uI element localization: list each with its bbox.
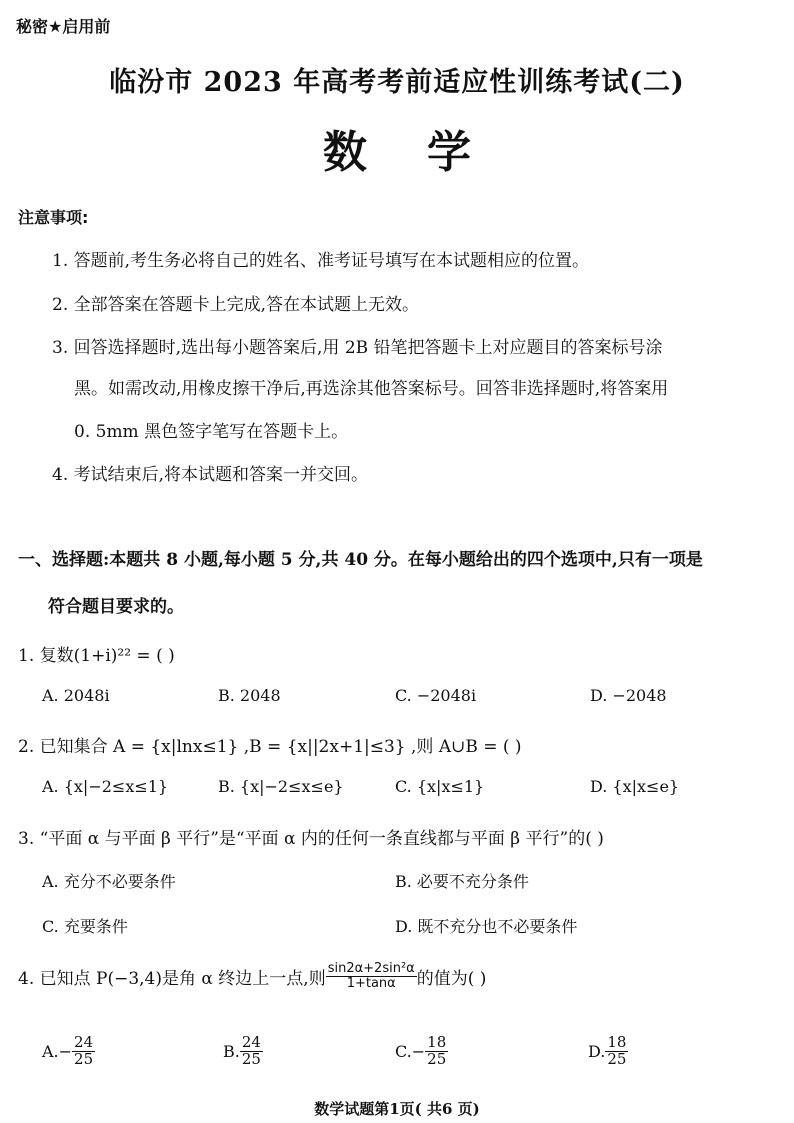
exam-title: 临汾市 2023 年高考考前适应性训练考试(二) <box>109 67 685 98</box>
q4-option-a-sign: − <box>58 1041 73 1061</box>
fraction-numerator: 24 <box>74 1033 94 1051</box>
q4-fraction <box>326 962 417 990</box>
notice-item: 0. 5mm 黑色签字笔写在答题卡上。 <box>74 422 349 442</box>
q4-option-d <box>588 1035 628 1068</box>
confidential-label: 秘密★启用前 <box>16 17 111 36</box>
notice-item: 2. 全部答案在答题卡上完成,答在本试题上无效。 <box>52 295 420 315</box>
section-heading-cont: 符合题目要求的。 <box>48 597 184 617</box>
q2-option-d: D. {x|x≤e} <box>590 777 680 796</box>
q3-option-a: A. 充分不必要条件 <box>42 872 176 891</box>
question-2-stem: 2. 已知集合 A = {x|lnx≤1} ,B = {x||2x+1|≤3} ,则 A∪B = ( ) <box>18 737 522 757</box>
q1-option-c: C. −2048i <box>395 686 477 705</box>
q4-option-a-label: A. <box>42 1041 59 1061</box>
q4-fraction-denominator: 1+tanα <box>346 975 396 991</box>
q1-option-a: A. 2048i <box>42 686 110 705</box>
fraction-denominator: 25 <box>241 1049 261 1068</box>
fraction-numerator: 24 <box>241 1033 261 1051</box>
q1-option-b: B. 2048 <box>218 686 281 705</box>
fraction-numerator: 18 <box>607 1033 627 1051</box>
q4-stem-pre: 4. 已知点 P(−3,4)是角 α 终边上一点,则 <box>18 968 326 989</box>
q3-option-b: B. 必要不充分条件 <box>395 872 529 891</box>
section-heading: 一、选择题:本题共 8 小题,每小题 5 分,共 40 分。在每小题给出的四个选项中,只有一项是 <box>18 550 703 570</box>
q4-fraction-numerator: sin2α+2sin²α <box>327 961 415 976</box>
question-4-stem <box>18 962 486 990</box>
q2-option-b: B. {x|−2≤x≤e} <box>218 777 344 796</box>
question-1-stem: 1. 复数(1+i)²² = ( ) <box>18 646 175 666</box>
q4-option-c <box>395 1035 448 1068</box>
q2-option-c: C. {x|x≤1} <box>395 777 485 796</box>
notice-item: 3. 回答选择题时,选出每小题答案后,用 2B 铅笔把答题卡上对应题目的答案标号涂 <box>52 338 663 358</box>
q3-option-d: D. 既不充分也不必要条件 <box>395 917 578 936</box>
fraction-numerator: 18 <box>427 1033 447 1051</box>
q4-option-c-fraction <box>425 1035 448 1068</box>
fraction-denominator: 25 <box>607 1049 627 1068</box>
fraction-denominator: 25 <box>427 1049 447 1068</box>
page-footer: 数学试题第1页( 共6 页) <box>314 1100 480 1118</box>
notice-heading: 注意事项: <box>18 208 89 227</box>
q3-option-c: C. 充要条件 <box>42 917 128 936</box>
q4-option-d-label: D. <box>588 1041 606 1061</box>
q2-option-a: A. {x|−2≤x≤1} <box>42 777 169 796</box>
q4-option-a-fraction <box>72 1035 95 1068</box>
q4-option-d-fraction <box>605 1035 628 1068</box>
question-3-stem: 3. “平面 α 与平面 β 平行”是“平面 α 内的任何一条直线都与平面 β 平行”的( ) <box>18 829 604 849</box>
q4-option-b-label: B. <box>223 1041 240 1061</box>
notice-item: 黑。如需改动,用橡皮擦干净后,再选涂其他答案标号。回答非选择题时,将答案用 <box>74 379 669 399</box>
q4-option-a <box>42 1035 95 1068</box>
q4-option-c-sign: − <box>411 1041 426 1061</box>
fraction-denominator: 25 <box>74 1049 94 1068</box>
subject-title: 数学 <box>323 127 531 178</box>
q4-option-c-label: C. <box>395 1041 412 1061</box>
notice-item: 1. 答题前,考生务必将自己的姓名、准考证号填写在本试题相应的位置。 <box>52 251 590 271</box>
q4-option-b-fraction <box>240 1035 263 1068</box>
q4-stem-post: 的值为( ) <box>416 968 487 989</box>
q1-option-d: D. −2048 <box>590 686 667 705</box>
q4-option-b <box>223 1035 263 1068</box>
notice-item: 4. 考试结束后,将本试题和答案一并交回。 <box>52 465 369 485</box>
